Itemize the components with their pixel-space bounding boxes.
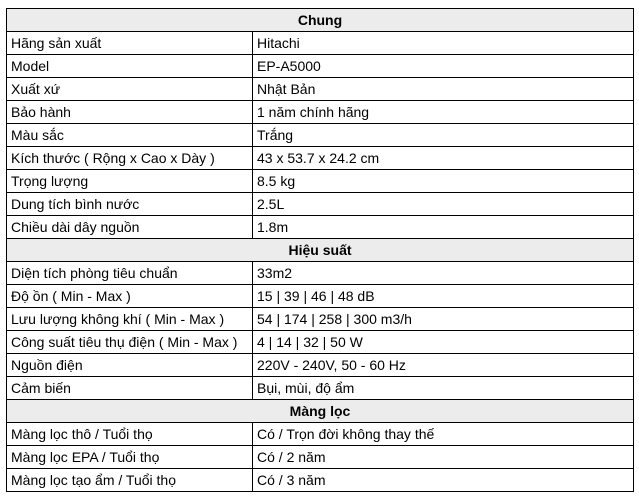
spec-value: 43 x 53.7 x 24.2 cm [253, 147, 634, 170]
section-header-performance [7, 239, 634, 262]
spec-label: Hãng sản xuất [7, 32, 253, 55]
table-row [7, 147, 634, 170]
section-header-general [7, 9, 634, 32]
spec-value: 1.8m [253, 216, 634, 239]
spec-value: 15 | 39 | 46 | 48 dB [253, 285, 634, 308]
spec-label: Cảm biến [7, 377, 253, 400]
table-row [7, 285, 634, 308]
spec-table [6, 8, 634, 492]
spec-value: Nhật Bản [253, 78, 634, 101]
spec-value: 33m2 [253, 262, 634, 285]
table-row [7, 446, 634, 469]
spec-label: Màu sắc [7, 124, 253, 147]
spec-label: Màng lọc tạo ẩm / Tuổi thọ [7, 469, 253, 492]
spec-value: 2.5L [253, 193, 634, 216]
table-row [7, 124, 634, 147]
spec-label: Dung tích bình nước [7, 193, 253, 216]
spec-value: Hitachi [253, 32, 634, 55]
table-row [7, 78, 634, 101]
spec-label: Nguồn điện [7, 354, 253, 377]
table-row [7, 101, 634, 124]
section-header-filters [7, 400, 634, 423]
section-title: Màng lọc [7, 400, 634, 423]
table-row [7, 354, 634, 377]
spec-value: Bụi, mùi, độ ẩm [253, 377, 634, 400]
spec-value: 1 năm chính hãng [253, 101, 634, 124]
spec-label: Công suất tiêu thụ điện ( Min - Max ) [7, 331, 253, 354]
spec-label: Model [7, 55, 253, 78]
spec-label: Diện tích phòng tiêu chuẩn [7, 262, 253, 285]
spec-label: Trọng lượng [7, 170, 253, 193]
table-row [7, 32, 634, 55]
table-row [7, 469, 634, 492]
table-row [7, 193, 634, 216]
table-row [7, 331, 634, 354]
spec-label: Màng lọc EPA / Tuổi thọ [7, 446, 253, 469]
spec-value: Có / 3 năm [253, 469, 634, 492]
spec-label: Lưu lượng không khí ( Min - Max ) [7, 308, 253, 331]
table-row [7, 216, 634, 239]
table-row [7, 308, 634, 331]
spec-label: Kích thước ( Rộng x Cao x Dày ) [7, 147, 253, 170]
spec-value: Có / Trọn đời không thay thế [253, 423, 634, 446]
spec-value: EP-A5000 [253, 55, 634, 78]
spec-value: Có / 2 năm [253, 446, 634, 469]
table-row [7, 377, 634, 400]
section-title: Chung [7, 9, 634, 32]
spec-value: 54 | 174 | 258 | 300 m3/h [253, 308, 634, 331]
spec-label: Xuất xứ [7, 78, 253, 101]
spec-label: Chiều dài dây nguồn [7, 216, 253, 239]
spec-label: Bảo hành [7, 101, 253, 124]
table-row [7, 170, 634, 193]
spec-value: 220V - 240V, 50 - 60 Hz [253, 354, 634, 377]
spec-value: 4 | 14 | 32 | 50 W [253, 331, 634, 354]
table-row [7, 423, 634, 446]
table-row [7, 55, 634, 78]
table-row [7, 262, 634, 285]
spec-value: 8.5 kg [253, 170, 634, 193]
spec-label: Màng lọc thô / Tuổi thọ [7, 423, 253, 446]
spec-label: Độ ồn ( Min - Max ) [7, 285, 253, 308]
spec-value: Trắng [253, 124, 634, 147]
section-title: Hiệu suất [7, 239, 634, 262]
